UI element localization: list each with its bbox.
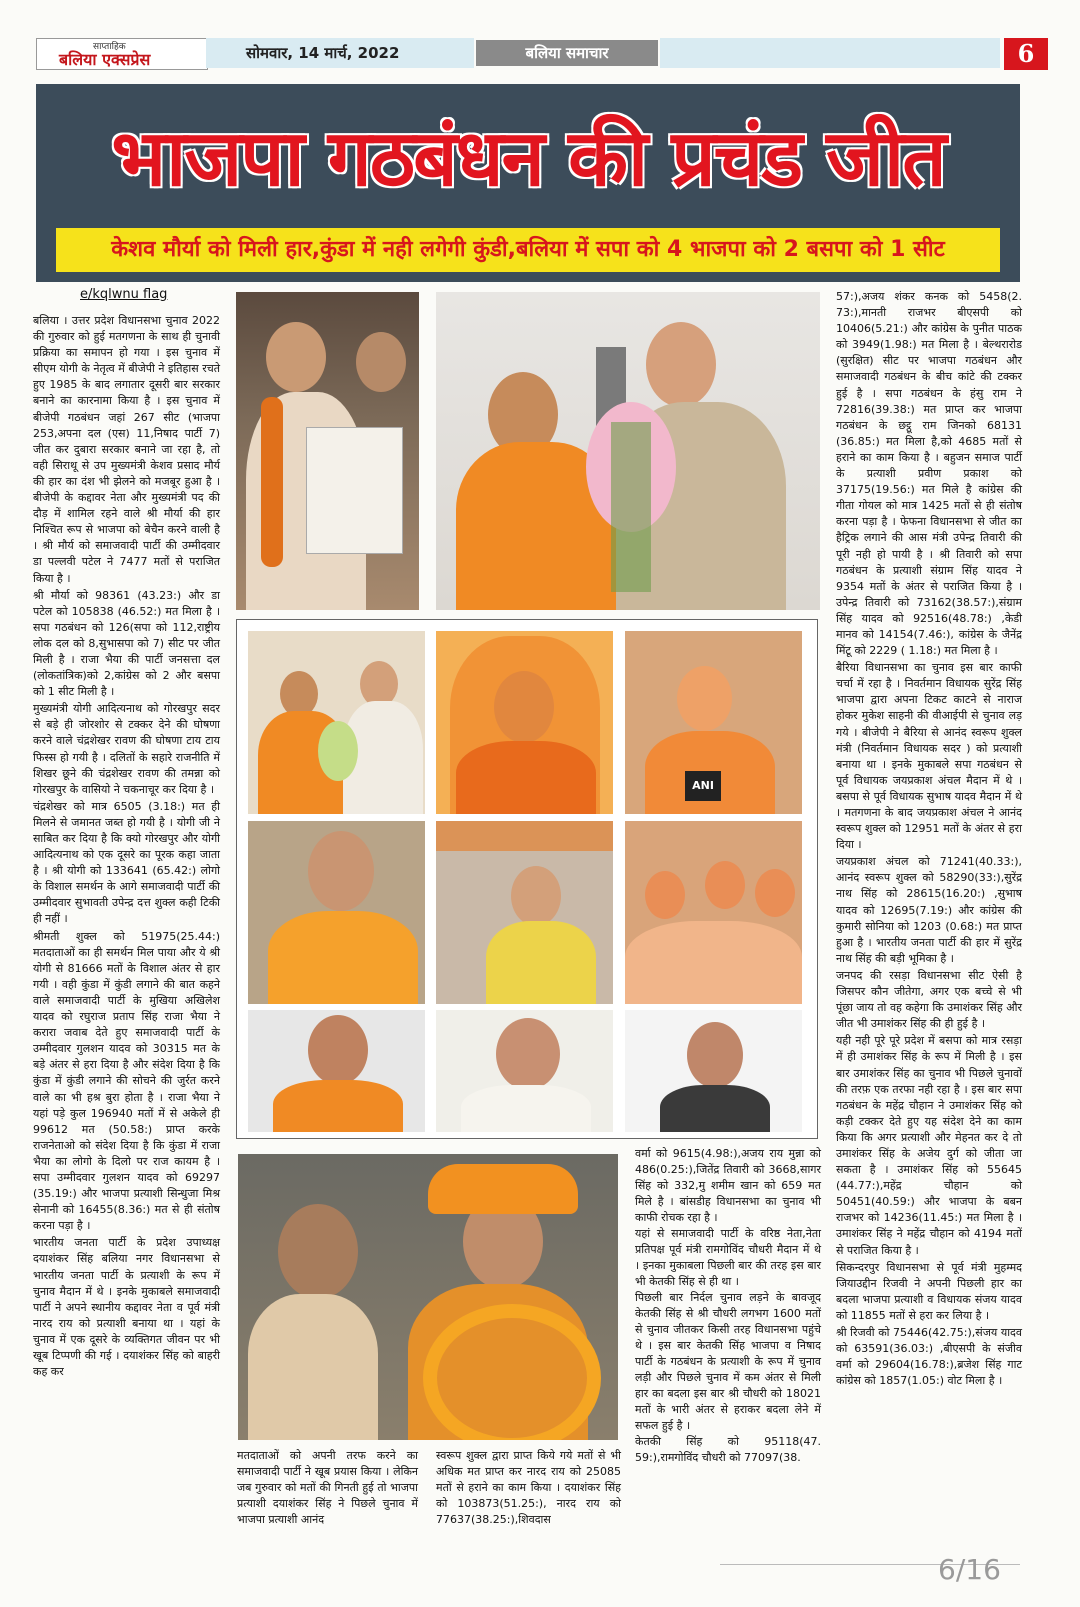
section-name: बलिया समाचार — [476, 40, 658, 66]
photo-yogi-bouquet — [436, 292, 820, 610]
article-column-bottom-3 — [635, 1146, 821, 1466]
main-headline: भाजपा गठबंधन की प्रचंड जीत — [111, 114, 945, 204]
paragraph: केतकी सिंह को 95118(47. 59:),रामगोविंद चौधरी को 77097(38. — [635, 1435, 821, 1464]
paragraph: पिछली बार निर्दल चुनाव लड़ने के बावजूद केतकी सिंह से श्री चौधरी लगभग 1600 मतों से चुनाव जीतकर किसी तरह विधानसभा पहुंचे थे । इस बार केतकी सिंह भाजपा व निषाद पार्टी के गठबंधन के प्रत्याशी के रूप में चुनाव लड़ी और पिछले चुनाव में कम अंतर से मिली हार का बदला इस बार श्री चौधरी को 18021 मतों के भारी अंतर से हराकर बदला लेने में सफल हुई है । — [635, 1291, 821, 1432]
paragraph: जयप्रकाश अंचल को 71241(40.33:), आनंद स्वरूप शुक्ल को 58290(33:),सुरेंद्र नाथ सिंह को 28615(16.20:) ,सुभाष यादव को 12695(7.19:) और कांग्रेस की कुमारी सोनिया को 1203 (0.68:) मत प्राप्त हुआ है । भारतीय जनता पार्टी की हार में सुरेंद्र नाथ सिंह की बड़ी भूमिका है । — [836, 855, 1022, 965]
page-number: 6 — [1004, 38, 1048, 70]
masthead-name: बलिया एक्सप्रेस — [59, 50, 151, 69]
photo-grid-3 — [625, 631, 802, 814]
paragraph: यही नही पूरे पूरे प्रदेश में बसपा को मात्र रसड़ा में ही उमाशंकर सिंह के रूप में मिली है । इस बार उमाशंकर सिंह का चुनाव भी पिछले चुनावों की तरफ़ एक तरफा नही रहा है । इस बार सपा गठबंधन के महेंद्र चौहान ने उमाशंकर सिंह को कड़ी टक्कर देते हुए यह संदेश देने का काम किया कि अगर प्रत्याशी और मेहनत कर दे तो उमाशंकर सिंह के अजेय दुर्ग को जीता जा सकता है । उमाशंकर सिंह को 55645 (44.77:),महेंद्र चौहान को 50451(40.59:) और भाजपा के बबन राजभर को 14236(11.45:) मत मिला है । उमाशंकर सिंह ने महेंद्र चौहान को 4194 मतों से पराजित किया है । — [836, 1034, 1022, 1257]
photo-grid-8 — [436, 1010, 613, 1132]
article-column-bottom-2: स्वरूप शुक्ल द्वारा प्राप्त किये गये मतों से भी अधिक मत प्राप्त कर नारद राय को 25085 मतों से हराने का काम किया । दयाशंकर सिंह को 103873(51.25:), नारद राय को 77637(38.25:),शिवदास — [436, 1449, 621, 1526]
paragraph: श्री मौर्या को 98361 (43.23:) और डा पटेल को 105838 (46.52:) मत मिला है । सपा गठबंधन को 126(सपा को 112,राष्ट्रीय लोक दल को 8,सुभासपा को 7) सीट पर जीत मिली है । राजा भैया की पार्टी जनसत्ता दल (लोकतांत्रिक)को 2,कांग्रेस को 2 और बसपा को 1 सीट मिली है । — [33, 588, 220, 699]
ani-badge: ANI — [685, 771, 721, 801]
paragraph: श्री रिजवी को 75446(42.75:),संजय यादव को 63591(36.03:) ,बीएसपी के संजीव वर्मा को 29604(16.78:),ब्रजेश सिंह गाट कांग्रेस को 1857(1.05:) वोट मिला है । — [836, 1326, 1022, 1388]
sub-headline-box — [56, 228, 1000, 272]
paragraph: जनपद की रसड़ा विधानसभा सीट ऐसी है जिसपर कौन जीतेगा, अगर एक बच्चे से भी पूंछा जाय तो वह कहेगा कि उमाशंकर सिंह और जीत भी उमाशंकर सिंह की ही हुई है । — [836, 968, 1022, 1031]
photo-grid-5 — [436, 821, 613, 1004]
article-column-4 — [836, 289, 1022, 1390]
issue-date: सोमवार, 14 मार्च, 2022 — [206, 38, 474, 68]
header-fill — [660, 38, 1000, 68]
photo-grid — [236, 619, 818, 1139]
photo-garlanded-winner — [238, 1154, 618, 1440]
photo-candidate-certificate — [236, 292, 419, 610]
paragraph: बलिया । उत्तर प्रदेश विधानसभा चुनाव 2022 की गुरुवार को हुई मतगणना के साथ ही चुनावी प्रक्रिया का समापन हो गया । इस चुनाव में सीएम योगी के नेतृत्व में बीजेपी ने इतिहास रचते हुए 1985 के बाद लगातार दूसरी बार सरकार बनाने का कारनामा किया है । इस चुनाव में बीजेपी गठबंधन जहां 267 सीट (भाजपा 253,अपना दल (एस) 11,निषाद पार्टी 7) जीत कर दुबारा सरकार बनाने जा रहा है, तो वही सिराथू से उप मुख्यमंत्री केशव प्रसाद मौर्य की हार का दंश भी झेलने को मजबूर हुआ है । बीजेपी के कद्दावर नेता और मुख्यमंत्री पद की दौड़ में शामिल रहने वाले श्री मौर्या की हार निश्चित रूप से भाजपा को बेचैन करने वाली है । श्री मौर्य को समाजवादी पार्टी की उम्मीदवार डा पल्लवी पटेल ने 7477 मतों से पराजित किया है । — [33, 314, 220, 585]
paragraph: मुख्यमंत्री योगी आदित्यनाथ को गोरखपुर सदर से बड़े ही जोरशोर से टक्कर देने की घोषणा करने वाले चंद्रशेखर रावण की घोषणा टाय टाय फिस्स हो गयी है । दलितों के सहारे राजनीति में शिखर छूने की चंद्रशेखर रावण की तमन्ना को गोरखपुर के वासियो ने चकनाचूर कर दिया है । — [33, 702, 220, 796]
article-column-1 — [33, 313, 220, 1381]
masthead-logo — [36, 38, 208, 70]
viewer-page-indicator: 6/16 — [938, 1553, 1001, 1586]
photo-grid-4 — [248, 821, 425, 1004]
masthead-kicker: साप्ताहिक — [93, 42, 126, 52]
paragraph: श्रीमती शुक्ल को 51975(25.44:) मतदाताओं का ही समर्थन मिल पाया और ये श्री योगी से 81666 मतों के विशाल अंतर से हार गयी । वही कुंडा में कुंडी लगाने की बात कहने वाले समाजवादी पार्टी के मुखिया अखिलेश यादव को रघुराज प्रताप सिंह राजा भैया ने करारा जवाब देते हुए समाजवादी पार्टी के उम्मीदवार गुलशन यादव को 30315 मत के बड़े अंतर से हरा दिया है और संदेश दिया है कि कुंडा में कुंडी लगाने की सोचने की जुर्रत करने वाले का भी हश्र बुरा होता है । राजा भैया ने यहां पड़े कुल 196940 मतों में से अकेले ही 99612 मत (50.58:) प्राप्त करके राजनेताओ को संदेश दिया है कि कुंडा में राजा भैया का लोगो के दिलो पर राज कायम है । सपा उम्मीदवार गुलशन यादव को 69297 (35.19:) और भाजपा प्रत्याशी सिन्धुजा मिश्र सेनानी को 16455(8.36:) मत से ही संतोष करना पड़ा है । — [33, 929, 220, 1233]
paragraph: यहां से समाजवादी पार्टी के वरिष्ठ नेता,नेता प्रतिपक्ष पूर्व मंत्री रामगोविंद चौधरी मैदान में थे । इनका मुकाबला पिछली बार की तरह इस बार भी केतकी सिंह से ही था । — [635, 1227, 821, 1288]
headline-banner — [36, 84, 1020, 282]
photo-grid-7 — [248, 1010, 425, 1132]
paragraph: वर्मा को 9615(4.98:),अजय राय मुन्ना को 486(0.25:),जितेंद्र तिवारी को 3668,सागर सिंह को 332,मु शमीम खान को 659 मत मिले है । बांसडीह विधानसभा का चुनाव भी काफी रोचक रहा है । — [635, 1147, 821, 1224]
paragraph: बैरिया विधानसभा का चुनाव इस बार काफी चर्चा में रहा है । निवर्तमान विधायक सुरेंद्र सिंह भाजपा द्वारा अपना टिकट काटने से नाराज होकर मुकेश साहनी की वीआईपी से चुनाव लड़ गये । बीजेपी ने बैरिया से आनंद स्वरूप शुक्ल मंत्री (निवर्तमान विधायक सदर ) को प्रत्याशी बनाया था । इनके मुकाबले सपा गठबंधन से पूर्व विधायक जयप्रकाश अंचल मैदान में थे । बसपा से पूर्व विधायक सुभाष यादव मैदान में थे । मतगणना के बाद जयप्रकाश अंचल ने आनंद स्वरूप शुक्ल को 12951 मतों के अंतर से हरा दिया । — [836, 661, 1022, 852]
article-column-bottom-1: मतदाताओं को अपनी तरफ करने का समाजवादी पार्टी ने खूब प्रयास किया । लेकिन जब गुरुवार को मतों की गिनती हुई तो भाजपा प्रत्याशी दयाशंकर सिंह ने पिछले चुनाव में भाजपा प्रत्याशी आनंद — [237, 1449, 418, 1526]
photo-caption-label: e/kqlwnu flag — [80, 287, 168, 302]
paragraph: भारतीय जनता पार्टी के प्रदेश उपाध्यक्ष दयाशंकर सिंह बलिया नगर विधानसभा से भारतीय जनता पार्टी के प्रत्याशी के रूप में चुनाव मैदान में थे । इनके मुकाबले समाजवादी पार्टी ने अपने स्थानीय कद्दावर नेता व पूर्व मंत्री नारद राय को प्रत्याशी बनाया था । यहां के चुनाव में एक दूसरे के व्यक्तिगत जीवन पर भी खूब टिप्पणी की गई । दयाशंकर सिंह को बाहरी कह कर — [33, 1236, 220, 1379]
page-header — [36, 38, 1048, 68]
photo-grid-2 — [436, 631, 613, 814]
photo-grid-9 — [625, 1010, 802, 1132]
sub-headline: केशव मौर्या को मिली हार,कुंडा में नही लगेगी कुंडी,बलिया में सपा को 4 भाजपा को 2 बसपा को 1 सीट — [111, 237, 945, 262]
paragraph: सिकन्दरपुर विधानसभा से पूर्व मंत्री मुहम्मद जियाउद्दीन रिजवी ने अपनी पिछली हार का बदला भाजपा प्रत्याशी व विधायक संजय यादव को 11855 मतों से हरा कर लिया है । — [836, 1260, 1022, 1322]
paragraph: चंद्रशेखर को मात्र 6505 (3.18:) मत ही मिलने से जमानत जब्त हो गयी है । योगी जी ने साबित कर दिया है कि क्यो गोरखपुर और योगी आदित्यनाथ को एक दूसरे का पूरक कहा जाता है । श्री योगी को 133641 (65.42:) लोगो के विशाल समर्थन के आगे समाजवादी पार्टी की उम्मीदवार सुभावती उपेन्द्र दत्त शुक्ल कही टिकी ही नहीं । — [33, 799, 220, 926]
photo-grid-1 — [248, 631, 425, 814]
paragraph: 57:),अजय शंकर कनक को 5458(2. 73:),मानती राजभर बीएसपी को 10406(5.21:) और कांग्रेस के पुनीत पाठक को 3949(1.98:) मत मिला है । बेल्थरारोड (सुरक्षित) सीट पर भाजपा गठबंधन और समाजवादी गठबंधन के बीच कांटे की टक्कर हुई है । सपा गठबंधन के हंसु राम ने 72816(39.38:) मत प्राप्त कर भाजपा गठबंधन के छट्ठू राम जिनको 68131 (36.85:) मत मिला है,को 4685 मतों से हराने का काम किया है । बहुजन समाज पार्टी के प्रत्याशी प्रवीण प्रकाश को 37175(19.56:) मत मिले है कांग्रेस की गीता गोयल को मात्र 1425 मतों से ही संतोष करना पड़ा है । फेफना विधानसभा से जीत का हैट्रिक लगाने की आस मंत्री उपेन्द्र तिवारी की पूरी नही हो पायी है । श्री तिवारी को सपा गठबंधन के प्रत्याशी संग्राम सिंह यादव ने 9354 मतों के अंतर से पराजित किया है । उपेन्द्र तिवारी को 73162(38.57:),संग्राम सिंह यादव को 92516(48.78:) ,केडी मानव को 14154(7.46:), कांग्रेस के जैनेंद्र मिंटू को 2229 ( 1.18:) मत मिला है । — [836, 290, 1022, 658]
photo-grid-6 — [625, 821, 802, 1004]
